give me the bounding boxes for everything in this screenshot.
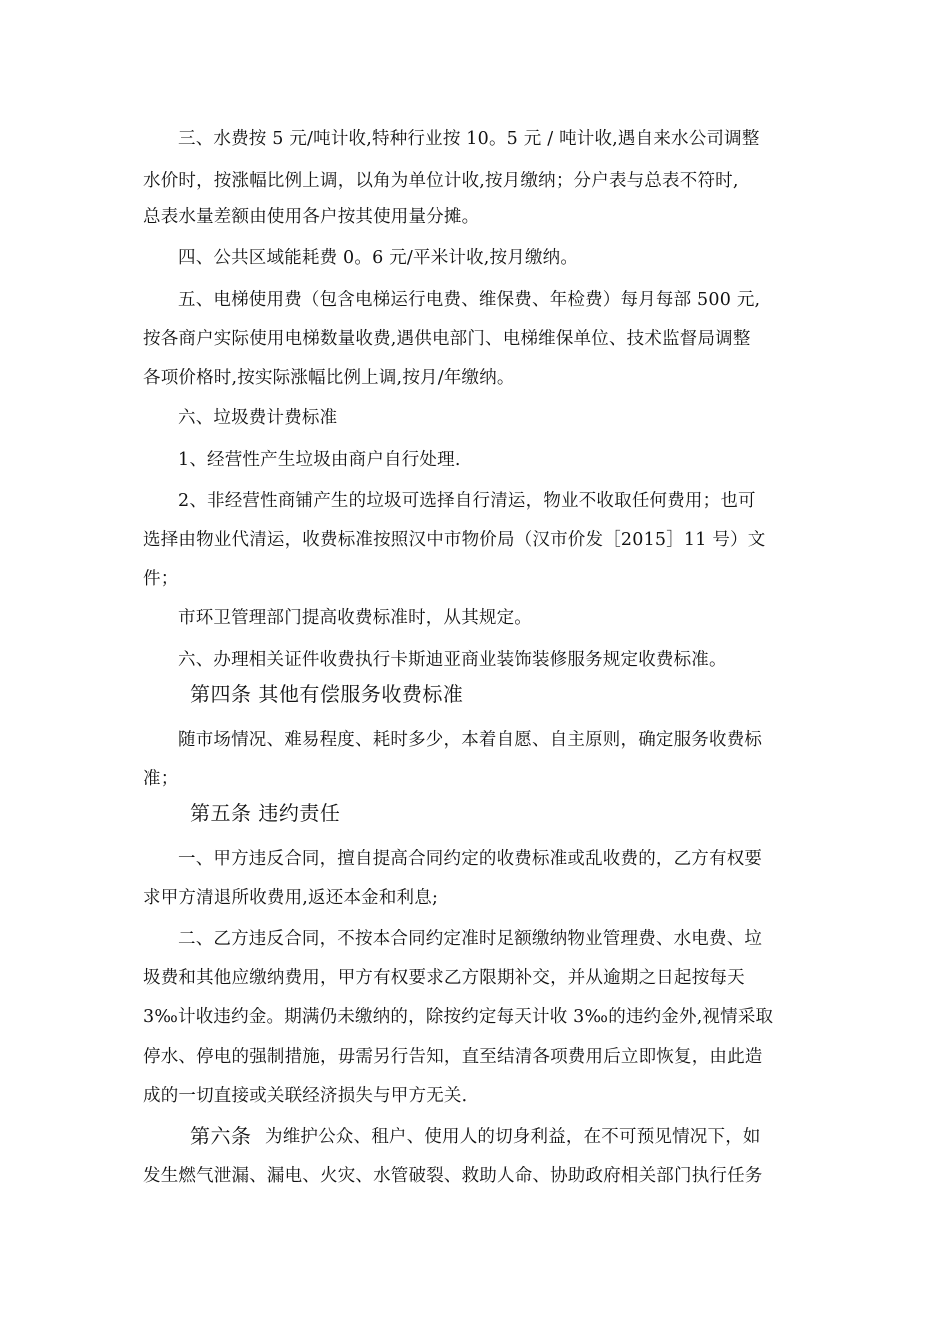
article-5-clause-1-line-1: 一、甲方违反合同，擅自提高合同约定的收费标准或乱收费的，乙方有权要 bbox=[178, 849, 763, 869]
clause-water-fee-line-3: 总表水量差额由使用各户按其使用量分摊。 bbox=[143, 207, 480, 227]
article-4-text-line-2: 准； bbox=[143, 769, 179, 789]
article-5-clause-2-line-5: 成的一切直接或关联经济损失与甲方无关． bbox=[143, 1086, 480, 1106]
clause-garbage-item-2-line-1: 2、非经营性商铺产生的垃圾可选择自行清运，物业不收取任何费用；也可 bbox=[178, 491, 756, 511]
article-6-text-line-2: 发生燃气泄漏、漏电、火灾、水管破裂、救助人命、协助政府相关部门执行任务 bbox=[143, 1166, 763, 1186]
clause-water-fee-line-1: 三、水费按 5 元/吨计收,特种行业按 10。5 元 / 吨计收,遇自来水公司调整 bbox=[178, 129, 760, 149]
article-6-heading: 第六条 bbox=[190, 1124, 252, 1148]
article-6-text-line-1: 为维护公众、租户、使用人的切身利益，在不可预见情况下，如 bbox=[265, 1127, 761, 1147]
clause-certificate-fee: 六、办理相关证件收费执行卡斯迪亚商业装饰装修服务规定收费标准。 bbox=[178, 650, 727, 670]
article-5-clause-2-line-2: 圾费和其他应缴纳费用，甲方有权要求乙方限期补交，并从逾期之日起按每天 bbox=[143, 968, 745, 988]
clause-elevator-fee-line-2: 按各商户实际使用电梯数量收费,遇供电部门、电梯维保单位、技术监督局调整 bbox=[143, 329, 751, 349]
article-4-text-line-1: 随市场情况、难易程度、耗时多少，本着自愿、自主原则，确定服务收费标 bbox=[178, 730, 763, 750]
clause-elevator-fee-line-1: 五、电梯使用费（包含电梯运行电费、维保费、年检费）每月每部 500 元, bbox=[178, 290, 761, 310]
clause-elevator-fee-line-3: 各项价格时,按实际涨幅比例上调,按月/年缴纳。 bbox=[143, 368, 515, 388]
clause-garbage-item-2-line-2: 选择由物业代清运，收费标准按照汉中市物价局（汉市价发［2015］11 号）文 bbox=[143, 530, 766, 550]
article-5-clause-1-line-2: 求甲方清退所收费用,返还本金和利息; bbox=[143, 888, 439, 908]
clause-sanitation-rule: 市环卫管理部门提高收费标准时，从其规定。 bbox=[178, 608, 532, 628]
article-5-clause-2-line-4: 停水、停电的强制措施，毋需另行告知，直至结清各项费用后立即恢复，由此造 bbox=[143, 1047, 763, 1067]
article-4-heading: 第四条 其他有偿服务收费标准 bbox=[190, 682, 464, 706]
clause-water-fee-line-2: 水价时，按涨幅比例上调，以角为单位计收,按月缴纳；分户表与总表不符时, bbox=[143, 171, 739, 191]
article-5-clause-2-line-3: 3‰计收违约金。期满仍未缴纳的，除按约定每天计收 3‰的违约金外,视情采取 bbox=[143, 1007, 774, 1027]
clause-public-energy-fee: 四、公共区域能耗费 0。6 元/平米计收,按月缴纳。 bbox=[178, 248, 579, 268]
article-5-heading: 第五条 违约责任 bbox=[190, 801, 341, 825]
clause-garbage-item-1: 1、经营性产生垃圾由商户自行处理. bbox=[178, 450, 461, 470]
clause-garbage-item-2-line-3: 件； bbox=[143, 569, 179, 589]
article-5-clause-2-line-1: 二、乙方违反合同，不按本合同约定准时足额缴纳物业管理费、水电费、垃 bbox=[178, 929, 763, 949]
clause-garbage-fee-title: 六、垃圾费计费标准 bbox=[178, 408, 338, 428]
